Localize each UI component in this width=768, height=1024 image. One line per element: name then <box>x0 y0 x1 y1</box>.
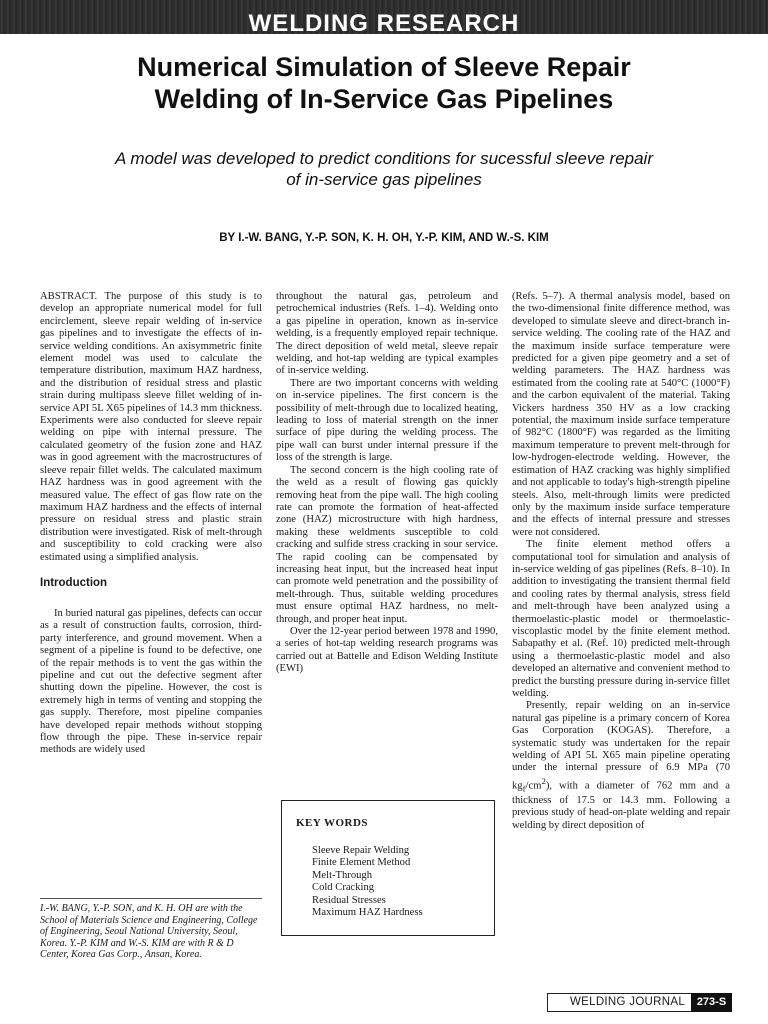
body-text-run: Presently, repair welding on an in-service natural gas pipeline is a primary concern of Korea Gas Corporation (KOGAS). Therefore, a systematic study was undertaken for the repair welding of API 5L X65 main pipeline operating under the internal pressure of 6.9 MPa (70 kg <box>512 700 730 792</box>
section-banner <box>0 0 768 37</box>
keyword-item: Cold Cracking <box>312 882 375 894</box>
body-paragraph: In buried natural gas pipelines, defects can occur as a result of construction faults, corrosion, third-party interference, and ground movement. When a segment of a pipeline is found to be defective, one of the repair methods is to vent the gas within the pipeline and cut out the defective segment after shutting down the pipeline. However, the cost is extremely high in terms of venting and stopping the gas supply. Therefore, most pipeline companies have developed repair methods without stopping flow through the pipe. These in-service repair methods are widely used <box>40 607 262 756</box>
article-subtitle-line-1: A model was developed to predict conditions for sucessful sleeve repair <box>115 149 653 168</box>
journal-name: WELDING JOURNAL <box>570 996 686 1008</box>
author-affiliation-note: I.-W. BANG, Y.-P. SON, and K. H. OH are with the School of Materials Science and Engineering, College of Engineering, Seoul National University, Seoul, Korea. Y.-P. KIM and W.-S. KIM are with R & D Center, Korea Gas Corp., Ansan, Korea. <box>40 898 262 961</box>
introduction-heading: Introduction <box>40 576 108 589</box>
page-footer <box>547 993 731 1012</box>
body-paragraph <box>512 700 730 832</box>
body-paragraph: The finite element method offers a computational tool for simulation and analysis of in-service welding of gas pipelines (Refs. 8–10). In addition to investigating the transient thermal field and cooling rates by thermal analysis, stress field and melt-through have been analyzed using a thermoelastic-plastic model or thermoelastic-viscoplastic model by the finite element method. Sabapathy et al. (Ref. 10) predicted melt-through using a thermoelastic-plastic model and also developed an alternative and convenient method to predict the bursting pressure during in-service fillet welding. <box>512 539 730 699</box>
keyword-item: Finite Element Method <box>312 857 411 869</box>
keyword-item: Melt-Through <box>312 869 373 881</box>
article-subtitle-line-2: of in-service gas pipelines <box>286 170 482 189</box>
body-paragraph: (Refs. 5–7). A thermal analysis model, based on the two-dimensional finite difference method, was developed to simulate sleeve and direct-branch in-service welding. The cooling rate of the HAZ and the maximum inside surface temperature were predicted for a given pipe geometry and a set of welding parameters. The HAZ hardness was estimated from the cooling rate at 540°C (1000°F) and the carbon equivalent of the material. Taking Vickers hardness 350 HV as a low cracking potential, the maximum inside surface temperature of 982°C (1800°F) was regarded as the limiting maximum temperature to prevent melt-through for low-hydrogen-electrode welding. However, the estimation of HAZ cracking was highly simplified and not applicable to today's high-strength pipeline steels. Also, melt-through limits were predicted only by the maximum inside surface temperature and the effects of internal pressure and stresses were not considered. <box>512 291 730 538</box>
section-banner-label: WELDING RESEARCH <box>248 10 520 37</box>
article-title-line-1: Numerical Simulation of Sleeve Repair <box>137 52 631 82</box>
keyword-item: Maximum HAZ Hardness <box>312 907 423 919</box>
unit-subscript: f <box>522 783 526 794</box>
keywords-list <box>312 845 423 919</box>
keywords-title: KEY WORDS <box>296 817 369 829</box>
body-paragraph: Over the 12-year period between 1978 and 1990, a series of hot-tap welding research programs was carried out at Battelle and Edison Welding Institute (EWI) <box>276 625 498 675</box>
unit-superscript: 2 <box>541 775 546 786</box>
text-column-2 <box>276 291 498 676</box>
article-subtitle <box>60 148 708 190</box>
body-paragraph: The second concern is the high cooling rate of the weld as a result of flowing gas quickly removing heat from the pipe wall. The high cooling rate can promote the formation of heat-affected zone (HAZ) microstructure with high hardness, making these weldments susceptible to cold cracking and sulfide stress cracking in sour service. The rapid cooling can be compensated by increasing heat input, but the increased heat input can promote weld penetration and the possibility of melt-through. Thus, suitable welding procedures must ensure optimal HAZ hardness, no melt-through, and proper heat input. <box>276 464 498 625</box>
text-column-3 <box>512 291 730 832</box>
keywords-box <box>281 800 495 936</box>
article-title <box>40 51 728 115</box>
body-paragraph: throughout the natural gas, petroleum and petrochemical industries (Refs. 1–4). Welding onto a gas pipeline in operation, known as in-service welding, is a frequently employed repair technique. The direct deposition of weld metal, sleeve repair welding, and hot-tap welding are typical examples of in-service welding. <box>276 291 498 377</box>
abstract-paragraph: ABSTRACT. The purpose of this study is to develop an appropriate numerical model for full encirclement, sleeve repair welding of in-service gas pipelines and to investigate the effects of in-service welding conditions. An axisymmetric finite element model was used to calculate the temperature distribution, maximum HAZ hardness, and the distribution of residual stress and plastic strain during multipass sleeve fillet welding of in-service API 5L X65 pipelines of 14.3 mm thickness. Experiments were also conducted for sleeve repair welding on pipe with internal pressure. The calculated geometry of the fusion zone and HAZ was in good agreement with the macrostructures of sleeve repair fillet welds. The calculated maximum HAZ hardness was in good agreement with the measured value. The effect of gas flow rate on the maximum HAZ hardness and the effects of internal pressure on residual stress and plastic strain distribution were investigated. Risk of melt-through and susceptibility to cold cracking were also estimated using a simplified analysis. <box>40 291 262 563</box>
keyword-item: Residual Stresses <box>312 894 386 906</box>
text-column-1 <box>40 291 262 757</box>
author-byline: BY I.-W. BANG, Y.-P. SON, K. H. OH, Y.-P. KIM, AND W.-S. KIM <box>219 232 549 244</box>
unit-text: /cm <box>525 780 542 792</box>
page-number: 273-S <box>691 993 732 1012</box>
body-text-run: ), with a diameter of 762 mm and a thickness of 17.5 or 14.3 mm. Following a previous study of head-on-plate welding and repair welding by direct deposition of <box>512 780 730 831</box>
keyword-item: Sleeve Repair Welding <box>312 845 410 856</box>
body-paragraph: There are two important concerns with welding on in-service pipelines. The first concern is the possibility of melt-through due to localized heating, leading to loss of material strength on the inner surface of pipe during the welding process. The pipe wall can burst under internal pressure if the loss of the strength is large. <box>276 377 498 464</box>
article-title-line-2: Welding of In-Service Gas Pipelines <box>154 84 614 114</box>
